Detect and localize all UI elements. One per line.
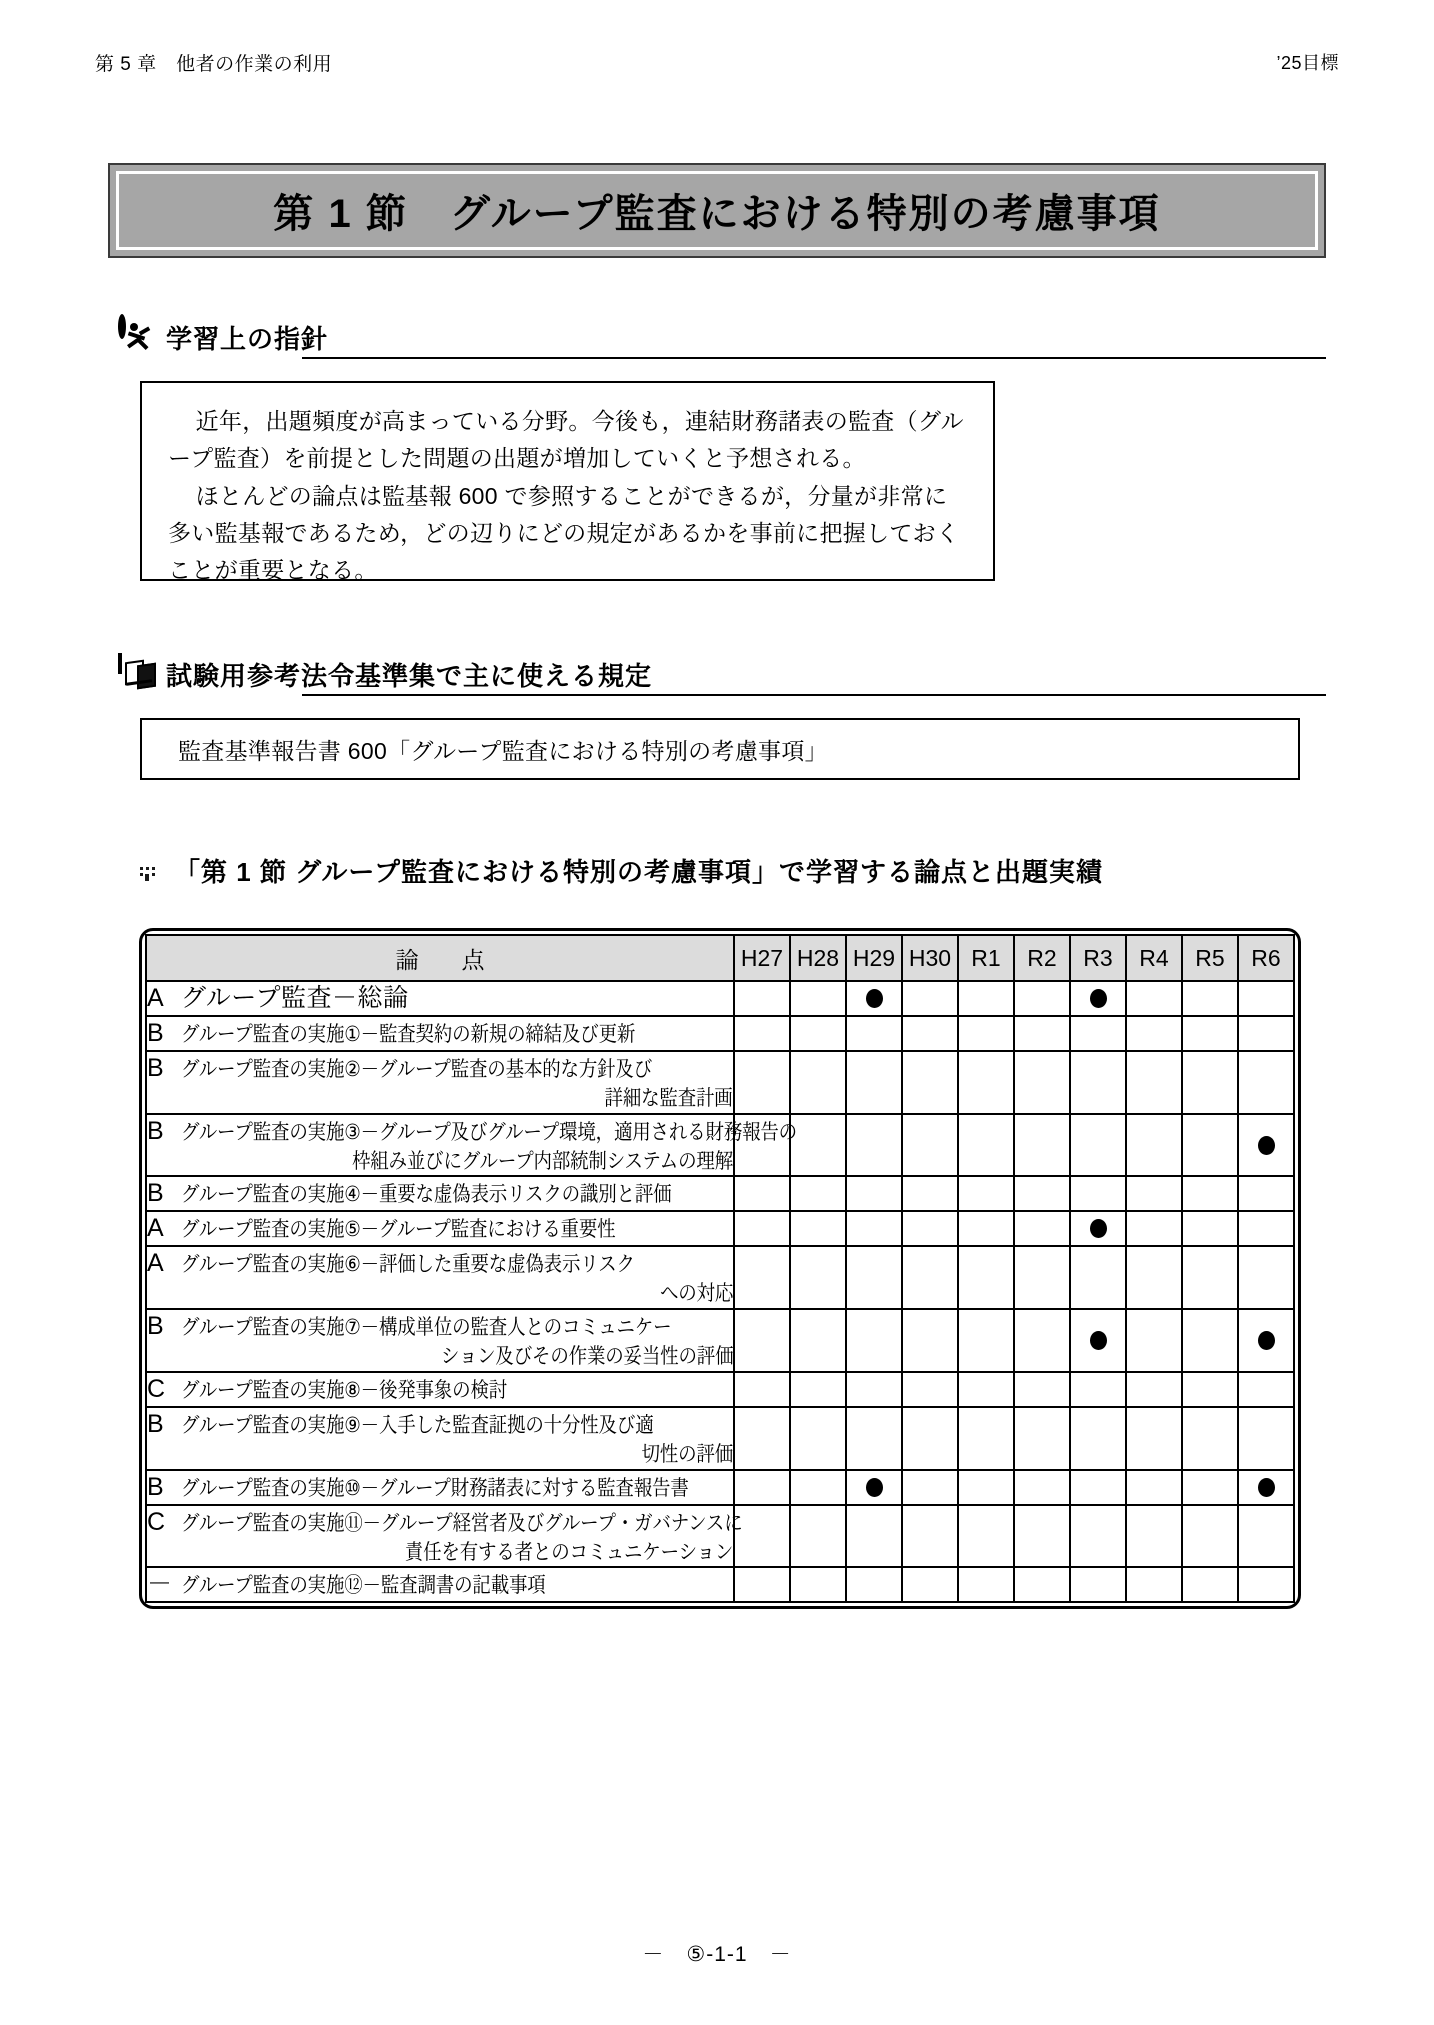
topics-table-body <box>146 981 1294 1602</box>
year-mark-cell <box>1238 981 1294 1016</box>
year-mark-cell <box>1182 1051 1238 1114</box>
year-mark-cell <box>1070 1016 1126 1051</box>
topic-rank: A <box>147 1249 164 1278</box>
topic-label: 枠組み並びにグループ内部統制システムの理解 <box>351 1149 733 1173</box>
year-mark-cell <box>902 1211 958 1246</box>
topic-line <box>147 1085 733 1113</box>
topic-cell <box>146 1211 734 1246</box>
topic-line <box>147 1280 733 1308</box>
year-mark-cell <box>958 1114 1014 1177</box>
year-mark-cell <box>958 1567 1014 1602</box>
column-header-year: R2 <box>1014 935 1070 981</box>
year-mark-cell <box>734 1211 790 1246</box>
year-mark-cell <box>1238 1309 1294 1372</box>
topic-label: グループ監査の実施⑪－グループ経営者及びグループ・ガバナンスに <box>181 1511 743 1535</box>
year-mark-cell <box>846 1407 902 1470</box>
table-row <box>146 1176 1294 1211</box>
year-mark-cell <box>1014 1372 1070 1407</box>
topic-cell <box>146 1567 734 1602</box>
year-mark-cell <box>790 1505 846 1568</box>
year-mark-cell <box>1014 981 1070 1016</box>
topic-label: グループ監査－総論 <box>181 984 409 1012</box>
column-header-year: R6 <box>1238 935 1294 981</box>
topic-rank: C <box>147 1507 166 1536</box>
topics-heading <box>130 855 1103 889</box>
year-mark-cell <box>1238 1470 1294 1505</box>
reference-heading-label: 試験用参考法令基準集で主に使える規定 <box>166 661 653 692</box>
exam-mark-dot <box>1258 1331 1275 1350</box>
topic-line <box>147 1568 733 1601</box>
year-mark-cell <box>902 1176 958 1211</box>
reference-heading <box>118 655 1326 693</box>
year-mark-cell <box>846 1114 902 1177</box>
topic-line <box>147 1408 733 1441</box>
year-mark-cell <box>1126 1309 1182 1372</box>
year-mark-cell <box>958 1246 1014 1309</box>
topic-label: グループ監査の実施①－監査契約の新規の締結及び更新 <box>181 1023 636 1046</box>
year-mark-cell <box>1014 1016 1070 1051</box>
table-row <box>146 1051 1294 1114</box>
year-mark-cell <box>1126 1016 1182 1051</box>
table-row <box>146 1246 1294 1309</box>
year-mark-cell <box>1070 981 1126 1016</box>
year-mark-cell <box>1182 1470 1238 1505</box>
exam-mark-dot <box>1090 989 1107 1008</box>
topic-cell <box>146 1309 734 1372</box>
year-mark-cell <box>1182 1114 1238 1177</box>
year-mark-cell <box>1070 1211 1126 1246</box>
table-row <box>146 1114 1294 1177</box>
topics-table <box>145 934 1295 1603</box>
reference-box <box>140 718 1300 780</box>
year-mark-cell <box>1014 1211 1070 1246</box>
topic-cell <box>146 1176 734 1211</box>
book-icon <box>118 655 156 693</box>
topic-label: グループ監査の実施⑫－監査調書の記載事項 <box>181 1574 546 1598</box>
year-mark-cell <box>734 1051 790 1114</box>
topic-label: グループ監査の実施⑦－構成単位の監査人とのコミュニケー <box>181 1316 672 1340</box>
column-header-year: H28 <box>790 935 846 981</box>
year-mark-cell <box>1182 1372 1238 1407</box>
exam-mark-dot <box>1090 1219 1107 1238</box>
topic-label: グループ監査の実施④－重要な虚偽表示リスクの識別と評価 <box>181 1183 672 1207</box>
year-mark-cell <box>1182 1407 1238 1470</box>
year-mark-cell <box>902 1567 958 1602</box>
topic-label: グループ監査の実施⑧－後発事象の検討 <box>181 1378 508 1402</box>
year-mark-cell <box>1014 1567 1070 1602</box>
table-row <box>146 1309 1294 1372</box>
topic-cell <box>146 1114 797 1177</box>
topic-cell <box>146 1407 734 1470</box>
year-mark-cell <box>1238 1246 1294 1309</box>
topic-line <box>147 1115 797 1148</box>
topic-line <box>147 1177 733 1210</box>
year-mark-cell <box>734 1246 790 1309</box>
year-mark-cell <box>1182 1567 1238 1602</box>
year-mark-cell <box>1126 1051 1182 1114</box>
building-icon <box>130 855 164 889</box>
year-mark-cell <box>846 1372 902 1407</box>
year-mark-cell <box>734 1176 790 1211</box>
column-header-year: R5 <box>1182 935 1238 981</box>
exam-mark-dot <box>866 989 883 1008</box>
topic-rank: B <box>147 1019 164 1047</box>
topic-rank: B <box>147 1472 164 1501</box>
year-mark-cell <box>790 1470 846 1505</box>
topic-label: への対応 <box>659 1282 733 1306</box>
topic-label: グループ監査の実施⑥－評価した重要な虚偽表示リスク <box>181 1253 635 1277</box>
year-mark-cell <box>958 1470 1014 1505</box>
guidance-heading <box>118 318 1326 356</box>
topic-label: グループ監査の実施②－グループ監査の基本的な方針及び <box>181 1058 653 1081</box>
year-mark-cell <box>902 1309 958 1372</box>
column-header-year: R3 <box>1070 935 1126 981</box>
year-mark-cell <box>790 1372 846 1407</box>
year-mark-cell <box>902 981 958 1016</box>
year-mark-cell <box>1070 1114 1126 1177</box>
column-header-year: R1 <box>958 935 1014 981</box>
year-mark-cell <box>958 1372 1014 1407</box>
section-banner-inner <box>116 171 1318 250</box>
year-mark-cell <box>1238 1211 1294 1246</box>
topic-line <box>147 1247 733 1280</box>
topic-line <box>147 982 733 1015</box>
year-mark-cell <box>790 1246 846 1309</box>
year-mark-cell <box>734 1407 790 1470</box>
page-footer: － ⑤-1-1 － <box>642 1943 792 1966</box>
year-mark-cell <box>1238 1176 1294 1211</box>
topic-label: グループ監査の実施③－グループ及びグループ環境，適用される財務報告の <box>181 1120 797 1144</box>
table-row <box>146 1470 1294 1505</box>
topic-cell <box>146 981 734 1016</box>
year-mark-cell <box>846 1051 902 1114</box>
year-mark-cell <box>790 1407 846 1470</box>
year-mark-cell <box>1126 1470 1182 1505</box>
year-mark-cell <box>1014 1505 1070 1568</box>
year-mark-cell <box>1070 1505 1126 1568</box>
year-mark-cell <box>1238 1505 1294 1568</box>
topic-label: グループ監査の実施⑤－グループ監査における重要性 <box>181 1218 616 1242</box>
year-mark-cell <box>902 1372 958 1407</box>
year-mark-cell <box>958 981 1014 1016</box>
guidance-paragraph-1: 近年，出題頻度が高まっている分野。今後も，連結財務諸表の監査（グループ監査）を前提とした問題の出題が増加していくと予想される。 <box>168 408 964 472</box>
year-mark-cell <box>1182 1505 1238 1568</box>
year-mark-cell <box>1070 1246 1126 1309</box>
table-row <box>146 1372 1294 1407</box>
year-mark-cell <box>958 1176 1014 1211</box>
year-mark-cell <box>846 1309 902 1372</box>
chapter-label: 第 5 章 他者の作業の利用 <box>95 53 333 75</box>
guidance-paragraph-2: ほとんどの論点は監基報 600 で参照することができるが，分量が非常に多い監基報であるため，どの辺りにどの規定があるかを事前に把握しておくことが重要となる。 <box>168 482 960 583</box>
year-mark-cell <box>1014 1246 1070 1309</box>
exam-mark-dot <box>1258 1478 1275 1497</box>
topic-rank: － <box>147 1570 173 1599</box>
year-mark-cell <box>1014 1309 1070 1372</box>
year-mark-cell <box>1126 1246 1182 1309</box>
year-mark-cell <box>1070 1470 1126 1505</box>
topic-cell <box>146 1372 734 1407</box>
topic-line <box>147 1148 733 1176</box>
year-mark-cell <box>902 1505 958 1568</box>
year-mark-cell <box>1182 981 1238 1016</box>
year-mark-cell <box>846 1567 902 1602</box>
year-mark-cell <box>846 1505 902 1568</box>
topic-rank: B <box>147 1312 164 1341</box>
topic-rank: B <box>147 1054 164 1082</box>
year-mark-cell <box>734 1567 790 1602</box>
year-mark-cell <box>790 1051 846 1114</box>
year-mark-cell <box>846 1211 902 1246</box>
year-mark-cell <box>1070 1407 1126 1470</box>
column-header-year: H29 <box>846 935 902 981</box>
running-person-icon <box>118 318 156 356</box>
exam-year-label: ’25目標 <box>1276 53 1339 73</box>
year-mark-cell <box>1070 1176 1126 1211</box>
topic-label: 責任を有する者とのコミュニケーション <box>404 1540 733 1564</box>
topic-line <box>147 1017 733 1050</box>
year-mark-cell <box>958 1309 1014 1372</box>
year-mark-cell <box>958 1505 1014 1568</box>
column-header-year: H27 <box>734 935 790 981</box>
year-mark-cell <box>846 1016 902 1051</box>
year-mark-cell <box>1126 1114 1182 1177</box>
year-mark-cell <box>1014 1114 1070 1177</box>
table-row <box>146 981 1294 1016</box>
year-mark-cell <box>734 1372 790 1407</box>
topic-cell <box>146 1470 734 1505</box>
year-mark-cell <box>1126 981 1182 1016</box>
year-mark-cell <box>1126 1407 1182 1470</box>
year-mark-cell <box>958 1051 1014 1114</box>
topic-label: 切性の評価 <box>641 1442 733 1466</box>
year-mark-cell <box>846 1246 902 1309</box>
guidance-heading-rule <box>302 357 1326 359</box>
year-mark-cell <box>846 981 902 1016</box>
year-mark-cell <box>1014 1470 1070 1505</box>
year-mark-cell <box>846 1176 902 1211</box>
year-mark-cell <box>902 1407 958 1470</box>
year-mark-cell <box>1126 1505 1182 1568</box>
year-mark-cell <box>1126 1372 1182 1407</box>
exam-mark-dot <box>866 1478 883 1497</box>
exam-mark-dot <box>1258 1136 1275 1155</box>
topic-rank: B <box>147 1409 164 1438</box>
topic-label: グループ監査の実施⑨－入手した監査証拠の十分性及び適 <box>181 1413 654 1437</box>
topic-line <box>147 1310 733 1343</box>
year-mark-cell <box>1014 1176 1070 1211</box>
guidance-heading-label: 学習上の指針 <box>166 324 329 355</box>
reference-heading-rule <box>302 694 1326 696</box>
topic-rank: A <box>147 984 164 1012</box>
topic-line <box>147 1373 733 1406</box>
year-mark-cell <box>1126 1211 1182 1246</box>
year-mark-cell <box>790 981 846 1016</box>
year-mark-cell <box>1070 1372 1126 1407</box>
column-header-year: H30 <box>902 935 958 981</box>
year-mark-cell <box>1182 1309 1238 1372</box>
year-mark-cell <box>1014 1407 1070 1470</box>
year-mark-cell <box>1182 1176 1238 1211</box>
year-mark-cell <box>1182 1211 1238 1246</box>
year-mark-cell <box>1238 1114 1294 1177</box>
topic-rank: A <box>147 1214 164 1243</box>
exam-mark-dot <box>1090 1331 1107 1350</box>
table-row <box>146 1505 1294 1568</box>
table-row <box>146 1407 1294 1470</box>
year-mark-cell <box>1070 1567 1126 1602</box>
year-mark-cell <box>790 1016 846 1051</box>
topic-label: 詳細な監査計画 <box>604 1087 733 1110</box>
topic-cell <box>146 1051 734 1114</box>
year-mark-cell <box>1126 1176 1182 1211</box>
year-mark-cell <box>1238 1016 1294 1051</box>
reference-item: 監査基準報告書 600「グループ監査における特別の考慮事項」 <box>178 737 828 764</box>
topic-line <box>147 1212 733 1245</box>
topic-line <box>147 1343 733 1371</box>
year-mark-cell <box>1238 1372 1294 1407</box>
year-mark-cell <box>902 1114 958 1177</box>
topics-table-head <box>146 935 1294 981</box>
year-mark-cell <box>1070 1309 1126 1372</box>
year-mark-cell <box>790 1567 846 1602</box>
topic-cell <box>146 1246 734 1309</box>
column-header-year: R4 <box>1126 935 1182 981</box>
year-mark-cell <box>902 1016 958 1051</box>
year-mark-cell <box>1182 1016 1238 1051</box>
topic-line <box>147 1539 733 1567</box>
year-mark-cell <box>902 1246 958 1309</box>
year-mark-cell <box>1182 1246 1238 1309</box>
year-mark-cell <box>790 1211 846 1246</box>
year-mark-cell <box>958 1016 1014 1051</box>
topics-table-container <box>139 928 1301 1609</box>
topic-line <box>147 1052 733 1085</box>
year-mark-cell <box>734 1470 790 1505</box>
topic-line <box>147 1471 733 1504</box>
year-mark-cell <box>958 1211 1014 1246</box>
year-mark-cell <box>734 1016 790 1051</box>
year-mark-cell <box>958 1407 1014 1470</box>
topic-rank: B <box>147 1116 164 1145</box>
topic-line <box>147 1441 733 1469</box>
guidance-box <box>140 381 995 581</box>
table-row <box>146 1567 1294 1602</box>
topic-cell <box>146 1016 734 1051</box>
topic-rank: C <box>147 1374 166 1403</box>
section-title: 第 1 節 グループ監査における特別の考慮事項 <box>273 192 1161 236</box>
year-mark-cell <box>1014 1051 1070 1114</box>
table-row <box>146 1016 1294 1051</box>
section-banner <box>108 163 1326 258</box>
column-header-topic: 論 点 <box>146 935 734 981</box>
topic-rank: B <box>147 1179 164 1208</box>
topic-line <box>147 1506 743 1539</box>
year-mark-cell <box>734 981 790 1016</box>
year-mark-cell <box>790 1114 846 1177</box>
year-mark-cell <box>1238 1567 1294 1602</box>
topics-heading-label: 「第 1 節 グループ監査における特別の考慮事項」で学習する論点と出題実績 <box>174 857 1104 888</box>
year-mark-cell <box>734 1309 790 1372</box>
year-mark-cell <box>902 1470 958 1505</box>
year-mark-cell <box>1126 1567 1182 1602</box>
year-mark-cell <box>846 1470 902 1505</box>
topic-label: グループ監査の実施⑩－グループ財務諸表に対する監査報告書 <box>181 1476 689 1500</box>
topic-label: ション及びその作業の妥当性の評価 <box>440 1345 733 1369</box>
table-header-row <box>146 935 1294 981</box>
topic-cell <box>146 1505 743 1568</box>
year-mark-cell <box>1238 1051 1294 1114</box>
table-row <box>146 1211 1294 1246</box>
year-mark-cell <box>790 1176 846 1211</box>
year-mark-cell <box>902 1051 958 1114</box>
year-mark-cell <box>790 1309 846 1372</box>
running-header <box>95 48 1339 76</box>
year-mark-cell <box>1070 1051 1126 1114</box>
year-mark-cell <box>1238 1407 1294 1470</box>
